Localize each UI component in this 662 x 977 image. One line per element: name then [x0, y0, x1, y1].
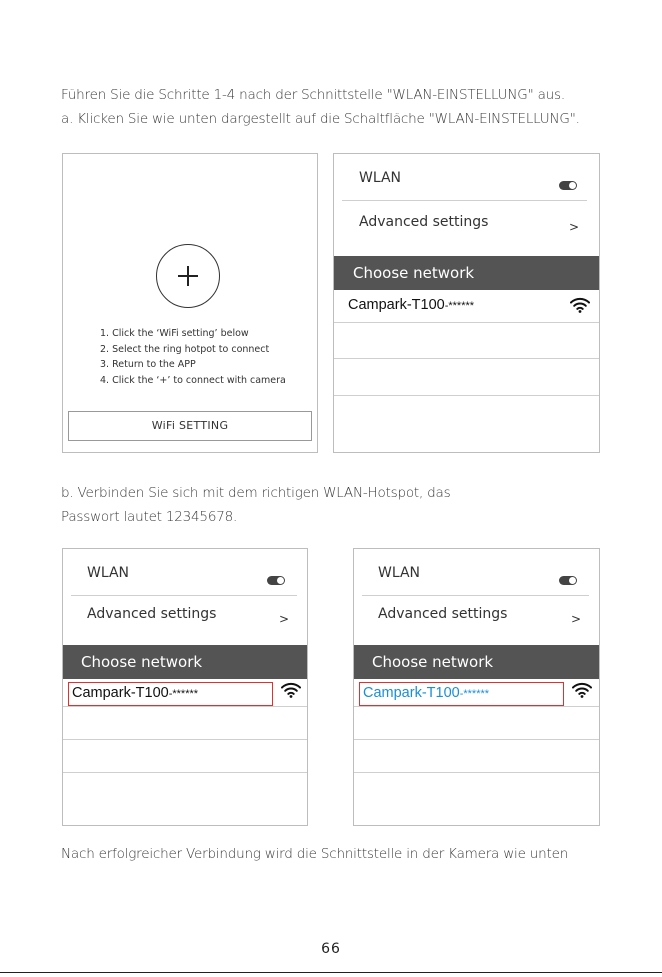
network-item-campark[interactable] [348, 297, 474, 313]
network-name: Campark-T100 [363, 685, 460, 701]
wifi-signal-icon [281, 682, 301, 698]
wifi-signal-icon [572, 682, 592, 698]
wlan-toggle[interactable] [559, 576, 577, 585]
network-item-campark[interactable] [72, 685, 198, 701]
wlan-toggle[interactable] [559, 181, 577, 190]
page-number: 66 [321, 941, 341, 957]
wlan-label: WLAN [359, 170, 402, 186]
network-suffix: -****** [444, 300, 475, 312]
choose-network-header: Choose network [63, 645, 307, 679]
wifi-signal-icon [570, 297, 590, 313]
network-name: Campark-T100 [72, 685, 169, 701]
network-item-campark-connected[interactable] [363, 685, 489, 701]
network-suffix: -****** [168, 688, 199, 700]
outro-text: Nach erfolgreicher Verbindung wird die Schnittstelle in der Kamera wie unten [61, 846, 569, 862]
advanced-settings-label[interactable]: Advanced settings [378, 606, 508, 622]
instruction-steps [100, 326, 286, 388]
chevron-right-icon: > [278, 612, 289, 626]
wlan-screen-panel-b [62, 548, 308, 826]
advanced-settings-label[interactable]: Advanced settings [87, 606, 217, 622]
network-name: Campark-T100 [348, 297, 445, 313]
app-screen-panel [62, 153, 318, 453]
bottom-rule [0, 972, 662, 973]
wlan-screen-panel-a [333, 153, 600, 453]
step-4: 4. Click the ‘+’ to connect with camera [100, 374, 286, 386]
chevron-right-icon: > [570, 612, 581, 626]
wlan-screen-panel-c [353, 548, 600, 826]
wlan-toggle[interactable] [267, 576, 285, 585]
step-1: 1. Click the ‘WiFi setting’ below [100, 328, 249, 339]
wifi-setting-button[interactable]: WiFi SETTING [68, 411, 312, 441]
step-3: 3. Return to the APP [100, 359, 196, 370]
add-camera-button[interactable] [156, 244, 220, 308]
choose-network-header: Choose network [334, 256, 599, 290]
plus-icon [176, 264, 200, 288]
wlan-label: WLAN [87, 565, 130, 581]
step-2: 2. Select the ring hotpot to connect [100, 343, 270, 355]
advanced-settings-label[interactable]: Advanced settings [359, 214, 489, 230]
intro-line-2: a. Klicken Sie wie unten dargestellt auf die Schaltfläche "WLAN-EINSTELLUNG". [61, 111, 580, 127]
intro-line-1: Führen Sie die Schritte 1-4 nach der Schnittstelle "WLAN-EINSTELLUNG" aus. [61, 87, 565, 103]
choose-network-header: Choose network [354, 645, 599, 679]
chevron-right-icon: > [568, 220, 579, 234]
network-suffix: -****** [459, 688, 490, 700]
wlan-label: WLAN [378, 565, 421, 581]
step-b-line-1: b. Verbinden Sie sich mit dem richtigen WLAN-Hotspot, das [61, 485, 451, 501]
step-b-line-2: Passwort lautet 12345678. [61, 509, 238, 525]
